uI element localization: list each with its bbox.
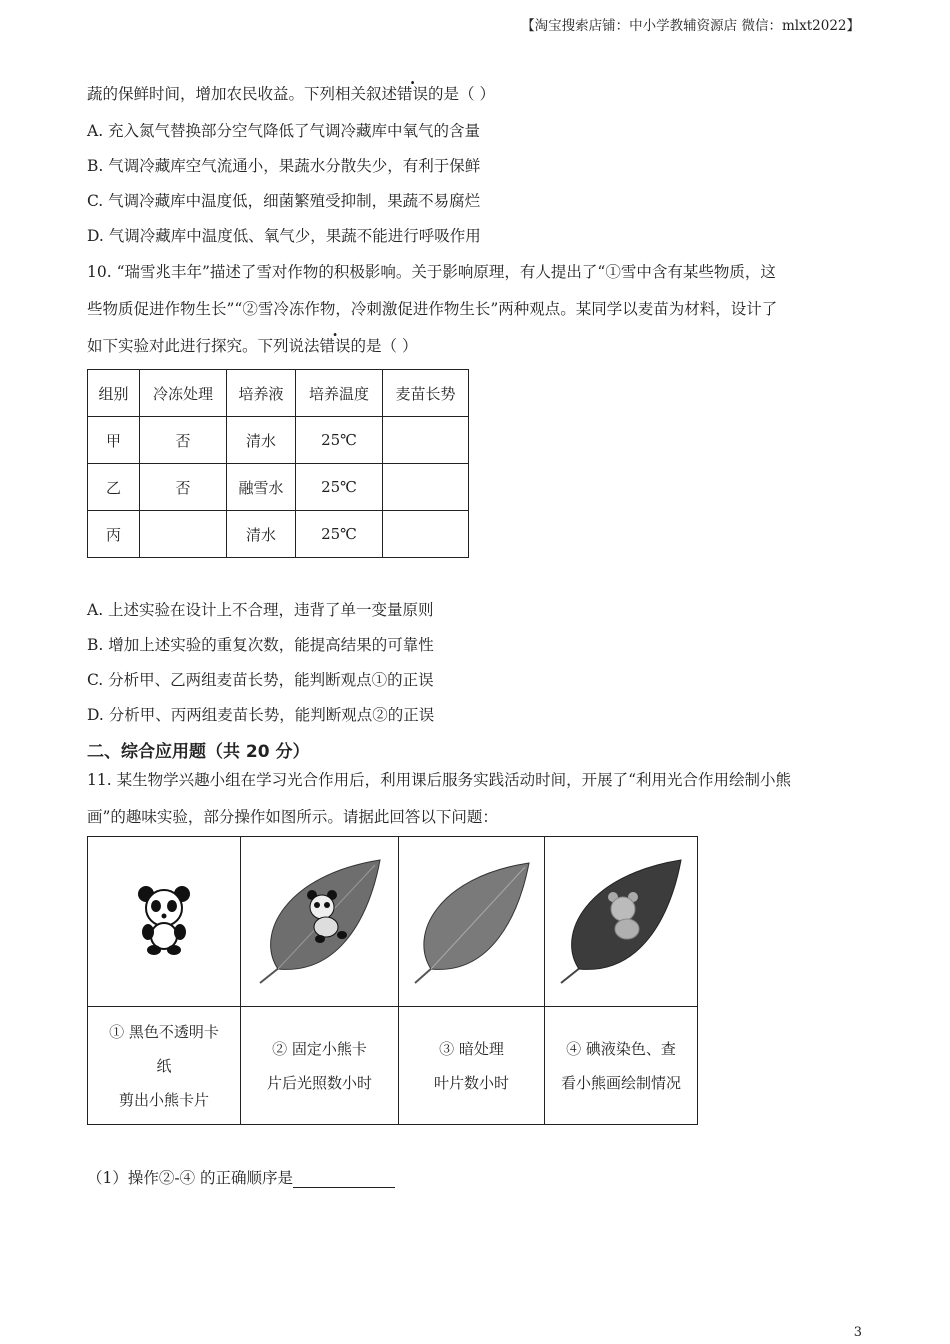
caption-cell-4 bbox=[545, 1007, 698, 1125]
table-cell: 甲 bbox=[88, 417, 140, 464]
table-row bbox=[88, 511, 469, 558]
q9-stem-emphasis: 错误 bbox=[397, 85, 429, 103]
q10-option-a: A. 上述实验在设计上不合理，违背了单一变量原则 bbox=[87, 601, 434, 619]
q11-sub1-text: （1）操作②-④ 的正确顺序是 bbox=[87, 1169, 294, 1187]
table-header-row bbox=[88, 370, 469, 417]
panda-card-icon bbox=[134, 884, 194, 956]
q11-line2: 画”的趣味实验，部分操作如图所示。请据此回答以下问题： bbox=[87, 808, 498, 826]
image-cell bbox=[399, 837, 545, 1007]
caption-cell-2 bbox=[241, 1007, 399, 1125]
header-cell: 麦苗长势 bbox=[383, 370, 469, 417]
q9-stem bbox=[87, 82, 495, 104]
image-row bbox=[88, 837, 698, 1007]
table-cell: 25℃ bbox=[296, 464, 383, 511]
leaf-with-card-icon bbox=[250, 855, 390, 985]
caption-line: ① 黑色不透明卡 bbox=[109, 1022, 219, 1041]
table-cell: 清水 bbox=[227, 417, 296, 464]
q9-stem-post: 的是（ ） bbox=[428, 85, 495, 103]
table-row bbox=[88, 417, 469, 464]
caption-line: ④ 碘液染色、查 bbox=[566, 1039, 676, 1058]
q10-line3-post: 的是（ ） bbox=[350, 337, 418, 355]
q10-line2: 些物质促进作物生长”“②雪冷冻作物，冷刺激促进作物生长”两种观点。某同学以麦苗为材料，设计了 bbox=[87, 300, 778, 318]
answer-blank[interactable] bbox=[293, 1171, 395, 1188]
table-cell bbox=[140, 511, 227, 558]
image-cell bbox=[88, 837, 241, 1007]
q10-option-b: B. 增加上述实验的重复次数，能提高结果的可靠性 bbox=[87, 636, 434, 654]
table-cell: 清水 bbox=[227, 511, 296, 558]
q11-line1: 11. 某生物学兴趣小组在学习光合作用后，利用课后服务实践活动时间，开展了“利用光合作用绘制小熊 bbox=[87, 771, 792, 789]
caption-line: ② 固定小熊卡 bbox=[272, 1039, 367, 1058]
q10-option-c: C. 分析甲、乙两组麦苗长势，能判断观点①的正误 bbox=[87, 671, 434, 689]
q10-line3-pre: 如下实验对此进行探究。下列说法 bbox=[87, 337, 320, 355]
caption-line: 看小熊画绘制情况 bbox=[560, 1073, 681, 1092]
section-title: 二、综合应用题（共 20 分） bbox=[87, 742, 310, 762]
table-cell bbox=[383, 464, 469, 511]
table-cell bbox=[383, 511, 469, 558]
table-cell: 25℃ bbox=[296, 511, 383, 558]
caption-line: 叶片数小时 bbox=[433, 1073, 509, 1092]
image-cell bbox=[545, 837, 698, 1007]
table-cell: 否 bbox=[140, 464, 227, 511]
q9-option-d: D. 气调冷藏库中温度低、氧气少，果蔬不能进行呼吸作用 bbox=[87, 227, 481, 245]
caption-cell-1 bbox=[88, 1007, 241, 1125]
header-cell: 培养液 bbox=[227, 370, 296, 417]
q9-option-a: A. 充入氮气替换部分空气降低了气调冷藏库中氧气的含量 bbox=[87, 122, 481, 140]
header-cell: 培养温度 bbox=[296, 370, 383, 417]
q9-option-b: B. 气调冷藏库空气流通小，果蔬水分散失少，有利于保鲜 bbox=[87, 157, 481, 175]
procedure-figure-table bbox=[87, 836, 698, 1125]
page-header: 【淘宝搜索店铺：中小学教辅资源店 微信：mlxt2022】 bbox=[521, 18, 860, 34]
table-cell: 乙 bbox=[88, 464, 140, 511]
caption-line: 剪出小熊卡片 bbox=[118, 1090, 209, 1109]
leaf-iodine-stained-icon bbox=[551, 855, 691, 985]
q10-option-d: D. 分析甲、丙两组麦苗长势，能判断观点②的正误 bbox=[87, 706, 435, 724]
table-row bbox=[88, 464, 469, 511]
q10-line3 bbox=[87, 334, 417, 356]
table-cell bbox=[383, 417, 469, 464]
caption-line: 纸 bbox=[156, 1056, 172, 1075]
q10-line1: 10. “瑞雪兆丰年”描述了雪对作物的积极影响。关于影响原理，有人提出了“①雪中含有某些物质，这 bbox=[87, 263, 776, 281]
table-cell: 丙 bbox=[88, 511, 140, 558]
table-cell: 融雪水 bbox=[227, 464, 296, 511]
experiment-table bbox=[87, 369, 469, 558]
header-cell: 组别 bbox=[88, 370, 140, 417]
q11-sub1 bbox=[87, 1166, 395, 1188]
table-cell: 否 bbox=[140, 417, 227, 464]
q9-option-c: C. 气调冷藏库中温度低，细菌繁殖受抑制，果蔬不易腐烂 bbox=[87, 192, 481, 210]
table-cell: 25℃ bbox=[296, 417, 383, 464]
caption-cell-3 bbox=[399, 1007, 545, 1125]
q10-line3-emphasis: 错误 bbox=[319, 337, 351, 355]
caption-line: 片后光照数小时 bbox=[266, 1073, 372, 1092]
leaf-dark-treatment-icon bbox=[407, 855, 537, 985]
page-number: 3 bbox=[853, 1325, 862, 1340]
q9-stem-pre: 蔬的保鲜时间，增加农民收益。下列相关叙述 bbox=[87, 85, 398, 103]
caption-line: ③ 暗处理 bbox=[439, 1039, 504, 1058]
header-cell: 冷冻处理 bbox=[140, 370, 227, 417]
image-cell bbox=[241, 837, 399, 1007]
caption-row bbox=[88, 1007, 698, 1125]
